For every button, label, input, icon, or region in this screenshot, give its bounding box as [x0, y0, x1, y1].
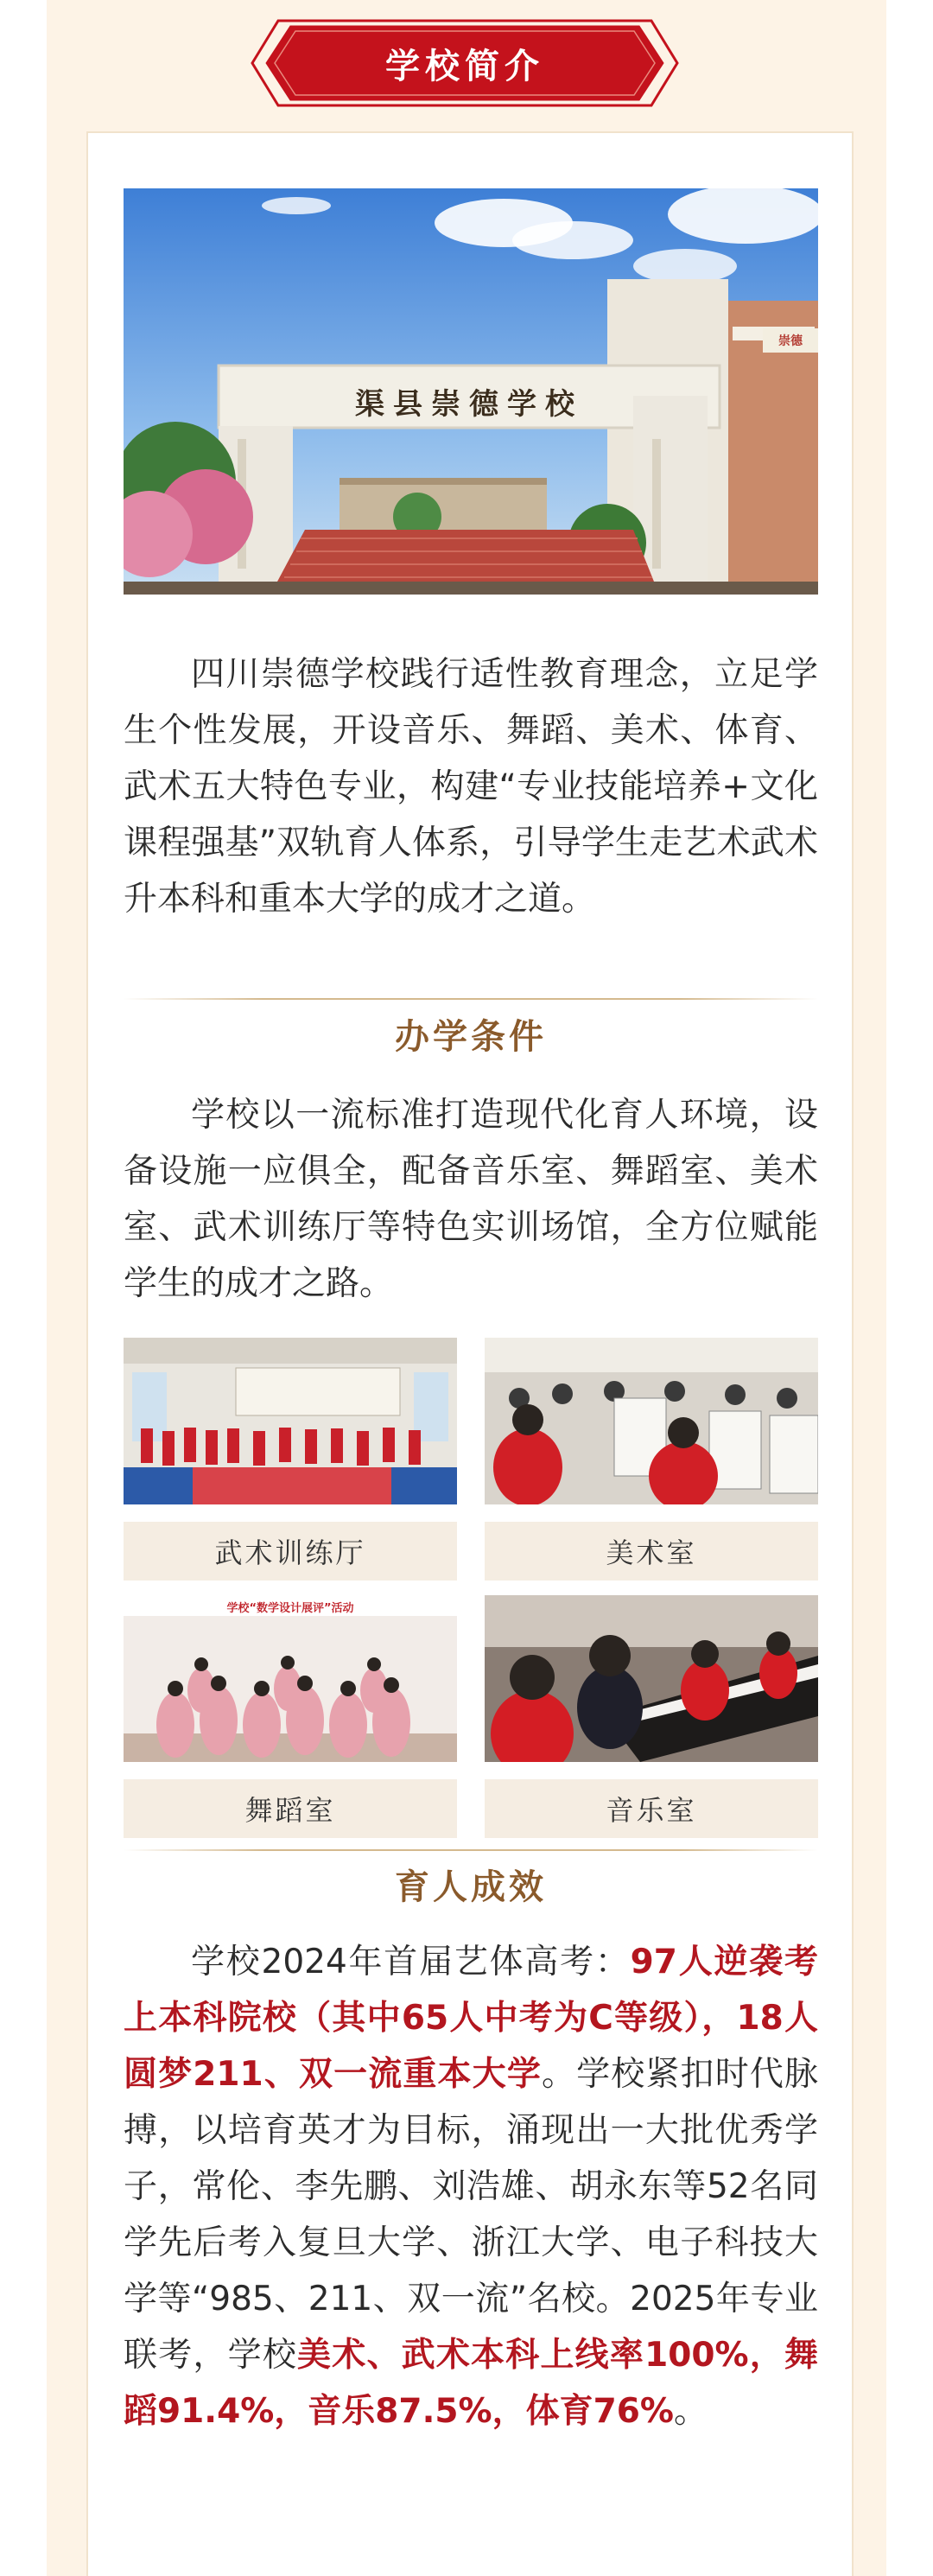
facility-music-room [485, 1595, 818, 1838]
facility-caption: 武术训练厅 [124, 1522, 457, 1581]
conditions-paragraph: 学校以一流标准打造现代化育人环境，设备设施一应俱全，配备音乐室、舞蹈室、美术室、武术训练厅等特色实训场馆，全方位赋能学生的成才之路。 [124, 1096, 818, 1303]
results-text: 。 [673, 2392, 708, 2431]
martial-arts-hall-photo [124, 1338, 457, 1504]
results-heading: 育人成效 [395, 1867, 547, 1907]
results-text: 。学校紧扣时代脉搏，以培育英才为目标，涌现出一大批优秀学子，常伦、李先鹏、刘浩雄、胡永东等52名同学先后考入复旦大学、浙江大学、电子科技大学等“985、211、双一流”名校。2025年专业联考，学校 [124, 2055, 818, 2375]
dance-room-photo [124, 1595, 457, 1762]
side-sign-text: 崇德 [763, 328, 818, 353]
title-banner [240, 16, 689, 111]
results-text: 学校2024年首届艺体高考： [191, 1943, 631, 1981]
school-gate-photo [124, 188, 818, 595]
art-room-photo [485, 1338, 818, 1504]
results-highlight-2024: 97人逆袭考上本科院校（其中65人中考为C等级），18人圆梦211、双一流重本大学 [124, 1943, 818, 2094]
results-paragraph [124, 1934, 818, 2439]
facility-dance-room [124, 1595, 457, 1838]
facility-caption: 美术室 [485, 1522, 818, 1581]
section-divider [124, 998, 818, 1000]
section-divider [124, 1849, 818, 1851]
music-room-photo [485, 1595, 818, 1762]
results-highlight-2025: 美术、武术本科上线率100%，舞蹈91.4%，音乐87.5%，体育76% [124, 2336, 818, 2431]
intro-paragraph: 四川崇德学校践行适性教育理念，立足学生个性发展，开设音乐、舞蹈、美术、体育、武术五大特色专业，构建“专业技能培养+文化课程强基”双轨育人体系，引导学生走艺术武术升本科和重本大学的成才之道。 [124, 655, 818, 919]
dance-room-banner-text: 学校“数学设计展评”活动 [226, 1602, 354, 1615]
facility-art-room [485, 1338, 818, 1581]
section-title-intro: 学校简介 [385, 46, 544, 86]
gate-sign-text: 渠县崇德学校 [355, 386, 583, 422]
facility-martial-arts [124, 1338, 457, 1581]
conditions-heading: 办学条件 [395, 1017, 547, 1057]
facility-caption: 音乐室 [485, 1779, 818, 1838]
facility-caption: 舞蹈室 [124, 1779, 457, 1838]
